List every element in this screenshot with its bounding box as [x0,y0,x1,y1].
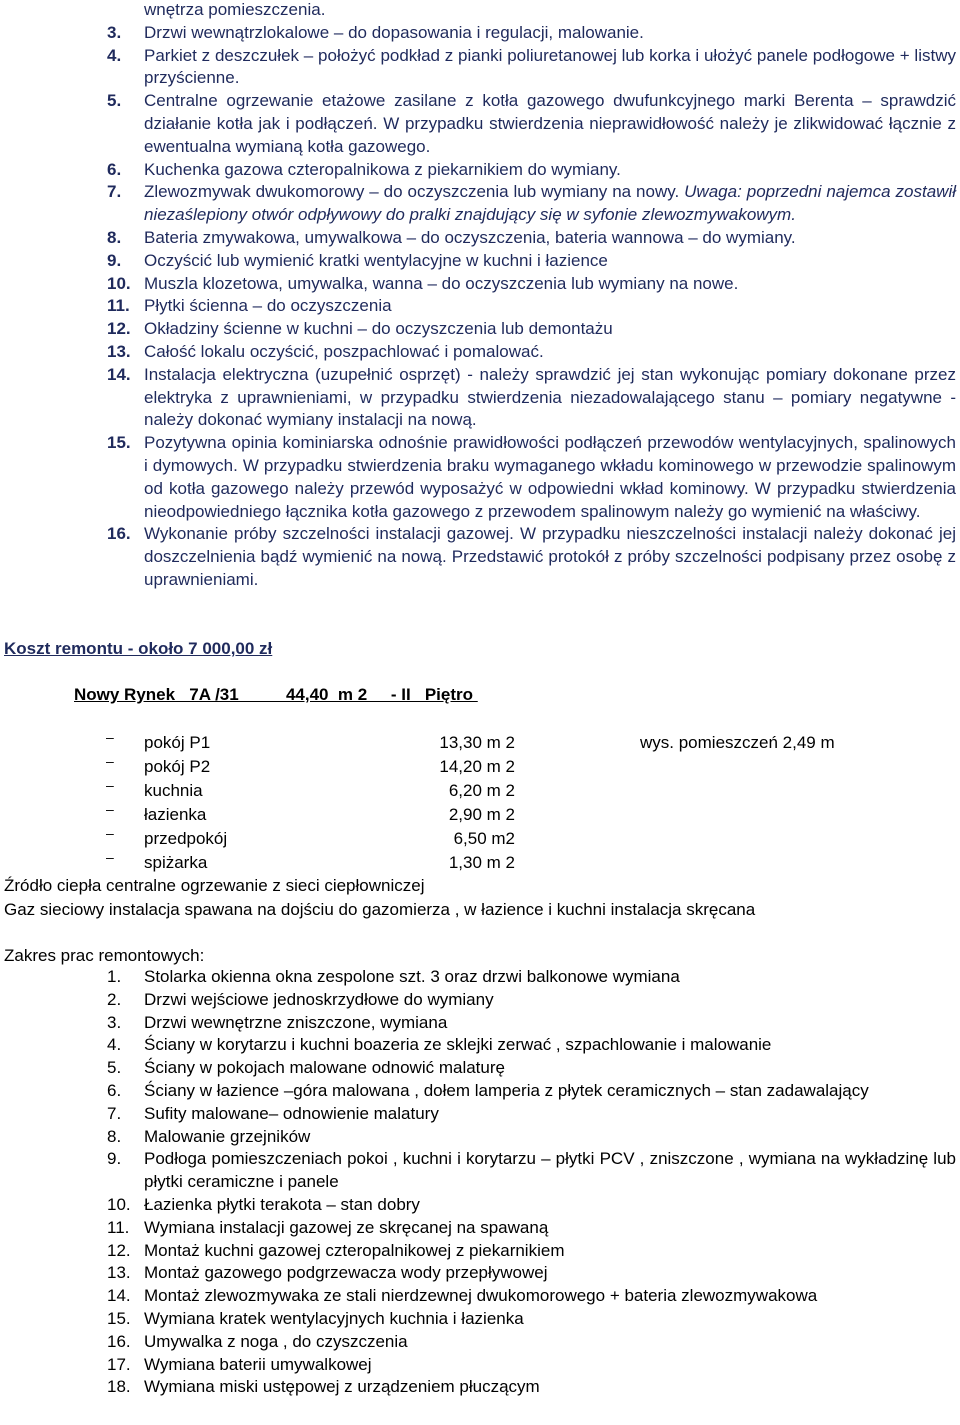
list-item-number: 7. [107,1103,122,1123]
list-item-number: 2. [107,989,122,1009]
list-item [0,1012,960,1035]
list-item-text: Podłoga pomieszczeniach pokoi , kuchni i korytarzu – płytki PCV , zniszczone , wymiana na wykładzinę lub płytki ceramiczne i panele [144,1149,956,1192]
repair-list-2 [0,966,960,1399]
list-item-text: W przypadku stwierdzenia nieprawidłowość należy je zlikwidować łącznie z ewentualna wymianą kotła gazowego. [144,113,956,156]
list-item-number: 14. [107,1286,131,1306]
room-name: spiżarka [144,853,208,872]
list-item-text: Wykonanie próby szczelności instalacji gazowej. [144,524,514,544]
list-item-text: Montaż zlewozmywaka ze stali nierdzewnej dwukomorowego + bateria zlewozmywakowa [144,1286,818,1306]
cost-summary: Koszt remontu - około 7 000,00 zł [4,639,273,658]
room-area: 6,50 m2 [453,829,515,848]
list-item-text: Montaż gazowego podgrzewacza wody przepływowej [144,1263,548,1283]
list-item-text: Drzwi wewnątrzlokalowe – do dopasowania i regulacji, malowanie. [144,22,644,42]
room-name: pokój P1 [144,733,211,752]
list-item [0,1103,960,1126]
list-item-number: 5. [107,91,122,111]
list-item-text: W przypadku stwierdzenia nieodpowiedniego łącznika kotła gazowego z przewodem spalinowym należy go wymienić na właściwy. [144,478,956,521]
list-item-text: Parkiet z deszczułek – położyć podkład z pianki poliuretanowej lub korka i ułożyć panele podłogowe + listwy przyścienne. [144,45,956,88]
apartment-heading: Nowy Rynek 7A /31 44,40 m 2 - II Piętro [74,685,478,704]
works-scope-title: Zakres prac remontowych: [4,946,205,965]
list-item-text: Łazienka płytki terakota – stan dobry [144,1194,420,1214]
list-item-number: 16. [107,524,131,544]
list-item [0,1126,960,1149]
list-item-text: Drzwi wejściowe jednoskrzydłowe do wymiany [144,989,494,1009]
list-item-number: 1. [107,967,122,986]
list-item [0,1376,960,1399]
room-dash: – [106,849,114,865]
list-item-text: Bateria zmywakowa, umywalkowa – do oczyszczenia, bateria wannowa – do wymiany. [144,227,796,247]
list-item-number: 13. [107,341,131,361]
list-item [0,1308,960,1331]
room-row [0,731,960,755]
list-item [0,1194,960,1217]
list-item-number: 15. [107,433,131,453]
list-item-number: 11. [107,296,130,316]
list-item-text: Zlewozmywak dwukomorowy – do oczyszczenia lub wymiany na nowy. [144,182,680,202]
list-item-number: 13. [107,1263,131,1283]
room-row [0,755,960,779]
list-item [0,1331,960,1354]
room-area: 2,90 m 2 [448,805,515,824]
list-item [0,1285,960,1308]
list-item-number: 9. [107,1149,122,1169]
list-item-number: 12. [107,319,131,339]
list-item [0,523,960,591]
list-item [0,273,960,296]
list-item-number: 10. [107,1194,131,1214]
list-item-number: 3. [107,1012,122,1032]
room-dash: – [106,729,114,745]
room-height-note: wys. pomieszczeń 2,49 m [640,733,835,752]
list-item [0,90,960,158]
list-item [0,1148,960,1194]
list-item-number: 14. [107,364,131,384]
list-item-text: Oczyścić lub wymienić kratki wentylacyjne w kuchni i łazience [144,250,608,270]
list-item [0,1354,960,1377]
list-item [0,1262,960,1285]
room-name: kuchnia [144,781,203,800]
room-dash: – [106,777,114,793]
list-item-text: Instalacja elektryczna (uzupełnić osprzęt) - należy sprawdzić jej stan wykonując pomiary dokonane przez elektryka z uprawnieniami, w przypadku stwierdzenia niezadowalającego stanu – pomiary negatywne - należy dokonać wymiany instalacji na nową. [144,364,956,430]
list-item [0,966,960,989]
list-item [0,318,960,341]
list-item-text: Malowanie grzejników [144,1126,311,1146]
list-item-text: Okładziny ścienne w kuchni – do oczyszczenia lub demontażu [144,319,613,339]
room-name: pokój P2 [144,757,211,776]
list-item [0,1080,960,1103]
list-item-number: 5. [107,1058,122,1078]
list-item-text: wnętrza pomieszczenia. [144,0,326,19]
list-item [0,1240,960,1263]
list-item-text: Pozytywna opinia kominiarska odnośnie prawidłowości podłączeń przewodów wentylacyjnych, spalinowych i dymowych. [144,433,956,475]
list-item-number: 10. [107,273,131,293]
list-item-text: Centralne ogrzewanie etażowe zasilane z kotła gazowego dwufunkcyjnego marki Berenta – sprawdzić działanie kotła jak i podłączeń. [144,91,956,133]
list-item-note: Uwaga: poprzedni najemca zostawił niezaślepiony otwór odpływowy do pralki znajdujący się w syfonie zlewozmywakowym. [144,182,956,225]
list-item-number: 16. [107,1331,131,1351]
room-row [0,803,960,827]
room-row [0,779,960,803]
list-item [0,181,960,227]
list-item-text: W przypadku nieszczelności instalacji należy dokonać jej doszczelnienia bądź wymienić na nową. [144,524,956,567]
list-item-text: Ściany w łazience –góra malowana , dołem lamperia z płytek ceramicznych – stan zadawalający [144,1080,869,1100]
list-item-text: Wymiana baterii umywalkowej [144,1354,372,1374]
list-item [0,159,960,182]
list-item [0,45,960,91]
list-item-text: Płytki ścienna – do oczyszczenia [144,296,392,316]
list-item-number: 8. [107,227,122,247]
room-name: przedpokój [144,829,228,848]
list-item [0,341,960,364]
room-name: łazienka [144,805,207,824]
room-row [0,827,960,851]
room-dash: – [106,825,114,841]
list-item-text: Kuchenka gazowa czteropalnikowa z piekarnikiem do wymiany. [144,159,621,179]
list-item-text: Całość lokalu oczyścić, poszpachlować i pomalować. [144,341,544,361]
list-item [0,364,960,432]
gas-line: Gaz sieciowy instalacja spawana na dojściu do gazomierza , w łazience i kuchni instalacja skręcana [4,900,756,919]
repair-list-1 [0,0,960,592]
heat-source-line: Źródło ciepła centralne ogrzewanie z sieci ciepłowniczej [4,876,425,895]
list-item [0,432,960,523]
room-area: 13,30 m 2 [439,733,515,752]
room-area: 14,20 m 2 [439,757,515,776]
list-item [0,1057,960,1080]
list-item-text: Ściany w pokojach malowane odnowić malaturę [144,1058,505,1078]
list-item-text: Sufity malowane– odnowienie malatury [144,1103,439,1123]
list-item [0,0,960,22]
list-item-text: Wymiana instalacji gazowej ze skręcanej na spawaną [144,1217,549,1237]
room-dash: – [106,753,114,769]
list-item-number: 9. [107,250,122,270]
list-item-number: 17. [107,1354,131,1374]
list-item [0,227,960,250]
room-area: 6,20 m 2 [448,781,515,800]
list-item-number: 15. [107,1308,131,1328]
room-dash: – [106,801,114,817]
list-item-number: 11. [107,1217,130,1237]
list-item-text: W przypadku stwierdzenia braku wymaganego wkładu kominowego w przewodzie spalinowym od kotła gazowego należy przewód wyposażyć w odpowiedni wkład kominowy. [144,455,956,498]
list-item-text: Wymiana miski ustępowej z urządzeniem płuczącym [144,1377,540,1397]
list-item-number: 12. [107,1240,131,1260]
list-item [0,22,960,45]
list-item-text: Przedstawić protokół z próby szczelności podpisany przez osobę z uprawnieniami. [144,547,956,589]
list-item-text: Wymiana kratek wentylacyjnych kuchnia i łazienka [144,1308,524,1328]
list-item [0,989,960,1012]
list-item-text: Montaż kuchni gazowej czteropalnikowej z piekarnikiem [144,1240,565,1260]
room-row [0,851,960,875]
list-item-text: Stolarka okienna okna zespolone szt. 3 oraz drzwi balkonowe wymiana [144,967,680,986]
list-item-number: 18. [107,1377,131,1397]
list-item-number: 7. [107,182,122,202]
list-item-text: Umywalka z noga , do czyszczenia [144,1331,408,1351]
list-item-number: 4. [107,1035,122,1055]
list-item [0,1217,960,1240]
list-item-text: Muszla klozetowa, umywalka, wanna – do oczyszczenia lub wymiany na nowe. [144,273,739,293]
list-item-number: 6. [107,159,122,179]
list-item [0,1034,960,1057]
list-item [0,250,960,273]
list-item [0,295,960,318]
list-item-number: 3. [107,22,122,42]
list-item-number: 8. [107,1126,122,1146]
list-item-number: 4. [107,45,122,65]
room-area: 1,30 m 2 [448,853,515,872]
list-item-number: 6. [107,1080,122,1100]
list-item-text: Ściany w korytarzu i kuchni boazeria ze sklejki zerwać , szpachlowanie i malowanie [144,1035,772,1055]
list-item-text: Drzwi wewnętrzne zniszczone, wymiana [144,1012,448,1032]
